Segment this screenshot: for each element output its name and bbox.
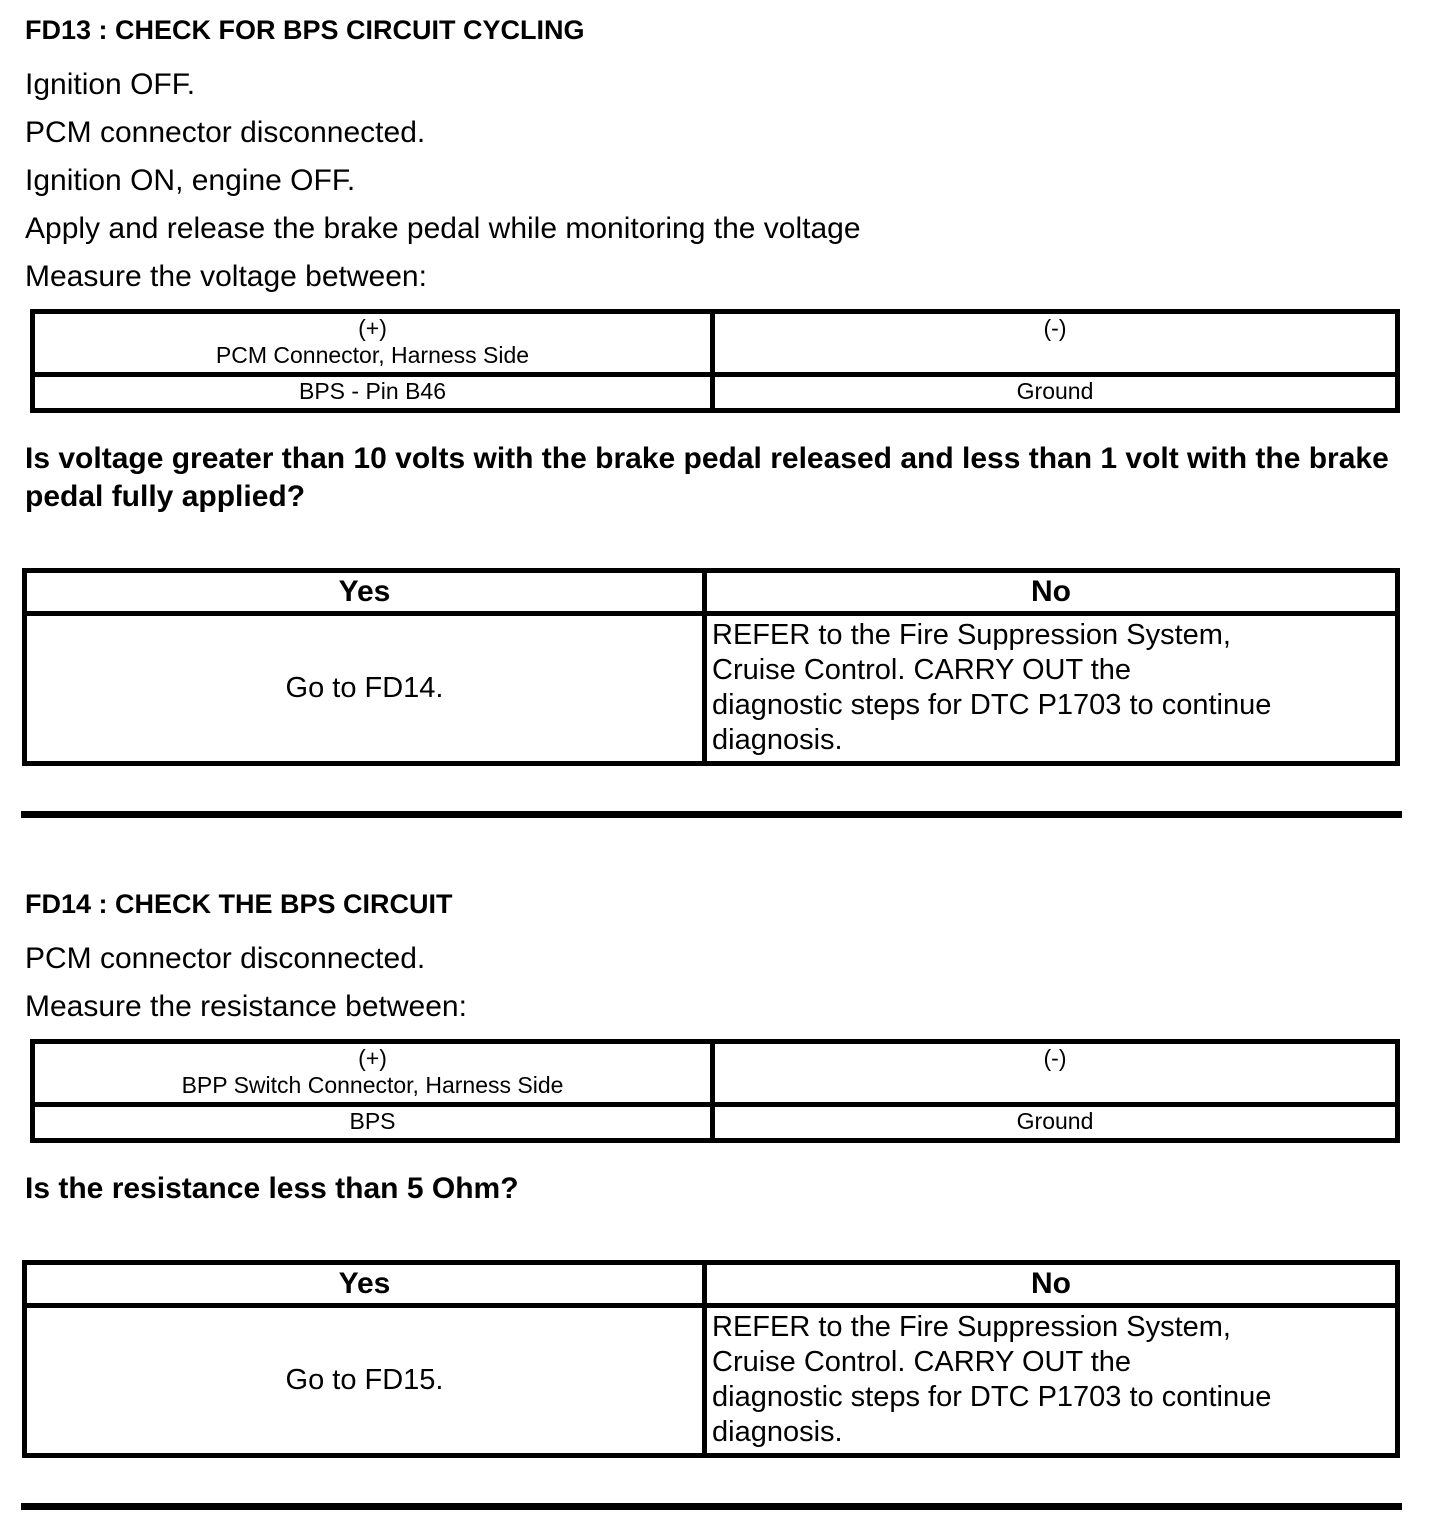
section-divider-rule (21, 1503, 1402, 1510)
positive-lead-header-cell (33, 1042, 713, 1105)
positive-connector-label: BPP Switch Connector, Harness Side (181, 1072, 564, 1098)
no-action-line: diagnostic steps for DTC P1703 to continue (712, 689, 1272, 721)
yes-header-cell: Yes (25, 1263, 705, 1306)
no-action-line: REFER to the Fire Suppression System, (712, 619, 1231, 651)
procedure-step: Apply and release the brake pedal while monitoring the voltage (25, 212, 861, 245)
decision-header-row (25, 571, 1398, 614)
positive-pin-cell: BPS (33, 1105, 713, 1141)
measurement-table-value-row (33, 375, 1398, 411)
section-fd14 (25, 889, 1440, 1510)
procedure-step: PCM connector disconnected. (25, 116, 426, 149)
yes-action-cell: Go to FD14. (25, 614, 705, 764)
decision-body-row (25, 614, 1398, 764)
no-header-cell: No (705, 1263, 1398, 1306)
positive-lead-header-cell (33, 312, 713, 375)
decision-table (22, 1260, 1400, 1458)
no-action-line: Cruise Control. CARRY OUT the (712, 654, 1132, 686)
no-action-cell (705, 614, 1398, 764)
measurement-table-header-row (33, 1042, 1398, 1105)
no-action-cell (705, 1306, 1398, 1456)
negative-symbol: (-) (1043, 315, 1067, 341)
section-fd13 (25, 15, 1440, 818)
negative-lead-header-cell (713, 312, 1398, 375)
no-action-line: diagnosis. (712, 1416, 843, 1448)
measurement-table (30, 309, 1400, 413)
section-divider-rule (21, 811, 1402, 818)
decision-body-row (25, 1306, 1398, 1456)
procedure-step: Ignition OFF. (25, 68, 196, 101)
measure-intro: Measure the voltage between: (25, 260, 427, 293)
decision-table (22, 568, 1400, 766)
measurement-table (30, 1039, 1400, 1143)
diagnostic-question: Is the resistance less than 5 Ohm? (25, 1172, 519, 1205)
diagnostic-question: Is voltage greater than 10 volts with the brake pedal released and less than 1 volt with the brake pedal fully applied? (25, 442, 1389, 513)
negative-pin-cell: Ground (713, 375, 1398, 411)
positive-symbol: (+) (358, 315, 387, 341)
no-action-line: REFER to the Fire Suppression System, (712, 1311, 1231, 1343)
no-action-line: diagnostic steps for DTC P1703 to continue (712, 1381, 1272, 1413)
positive-connector-label: PCM Connector, Harness Side (215, 342, 530, 368)
no-action-line: diagnosis. (712, 724, 843, 756)
procedure-step: PCM connector disconnected. (25, 942, 426, 975)
negative-lead-header-cell (713, 1042, 1398, 1105)
section-heading: FD14 : CHECK THE BPS CIRCUIT (25, 889, 453, 919)
negative-symbol: (-) (1043, 1045, 1067, 1071)
section-heading: FD13 : CHECK FOR BPS CIRCUIT CYCLING (25, 15, 585, 45)
measurement-table-value-row (33, 1105, 1398, 1141)
yes-action-cell: Go to FD15. (25, 1306, 705, 1456)
no-header-cell: No (705, 571, 1398, 614)
measurement-table-header-row (33, 312, 1398, 375)
measure-intro: Measure the resistance between: (25, 990, 467, 1023)
decision-header-row (25, 1263, 1398, 1306)
positive-symbol: (+) (358, 1045, 387, 1071)
positive-pin-cell: BPS - Pin B46 (33, 375, 713, 411)
yes-header-cell: Yes (25, 571, 705, 614)
procedure-step: Ignition ON, engine OFF. (25, 164, 356, 197)
negative-pin-cell: Ground (713, 1105, 1398, 1141)
no-action-line: Cruise Control. CARRY OUT the (712, 1346, 1132, 1378)
